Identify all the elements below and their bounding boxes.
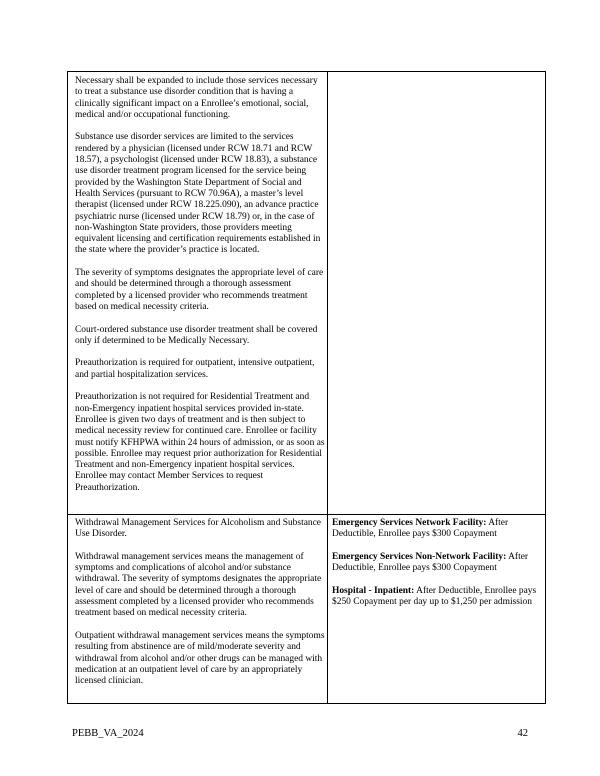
footer-page-number: 42 [517,728,528,739]
substance-use-disorder-description [75,76,325,494]
paragraph: Withdrawal Management Services for Alcoholism and Substance Use Disorder. [75,518,321,540]
cost-share-text: After Deductible, Enrollee pays $300 Copayment [332,518,509,540]
paragraph: Outpatient withdrawal management services means the symptoms resulting from abstinence are of mild/moderate severity and withdrawal from alcohol and/or other drugs can be managed with medication at an outpatient level of care by an appropriately licensed clinician. [75,630,325,687]
paragraph: Withdrawal management services means the management of symptoms and complications of alcohol and/or substance withdrawal. The severity of symptoms designates the appropriate level of care and should be determined through a thorough assessment completed by a licensed provider who recommends treatment based on medical necessity criteria. [75,551,322,619]
cost-share-label: Emergency Services Network Facility: [332,518,487,528]
paragraph: Preauthorization is not required for Residential Treatment and non-Emergency inpatient hospital services provided in-state. Enrollee is given two days of treatment and is then subject to medical necessity review for continued care. Enrollee or facility must notify KFHPWA within 24 hours of admission, or as soon as possible. Enrollee may request prior authorization for Residential Treatment and non-Emergency inpatient hospital services. Enrollee may contact Member Services to request Preauthorization. [75,392,325,493]
paragraph: Preauthorization is required for outpatient, intensive outpatient, and partial hospitalization services. [75,358,315,380]
column-divider [327,72,328,703]
paragraph: Substance use disorder services are limited to the services rendered by a physician (licensed under RCW 18.71 and RCW 18.57), a psychologist (licensed under RCW 18.83), a substance use disorder treatment program licensed for the service being provided by the Washington State Department of Social and Health Services (pursuant to RCW 70.96A), a master’s level therapist (licensed under RCW 18.225.090), an advance practice psychiatric nurse (licensed under RCW 18.79) or, in the case of non-Washington State providers, those providers meeting equivalent licensing and certification requirements established in the state where the provider’s practice is located. [75,132,321,256]
cost-share-item [332,552,544,575]
withdrawal-management-cost-share [332,518,544,608]
footer-doc-id: PEBB_VA_2024 [72,728,144,739]
paragraph: The severity of symptoms designates the appropriate level of care and should be determined through a thorough assessment completed by a licensed provider who recommends treatment based on medical necessity criteria. [75,268,324,312]
cost-share-text: After Deductible, Enrollee pays $250 Copayment per day up to $1,250 per admission [332,585,537,608]
benefits-table [67,71,546,704]
row-divider [68,514,545,515]
paragraph: Court-ordered substance use disorder treatment shall be covered only if determined to be Medically Necessary. [75,324,318,346]
cost-share-label: Hospital - Inpatient: [332,585,415,596]
paragraph: Necessary shall be expanded to include those services necessary to treat a substance use disorder condition that is having a clinically significant impact on a Enrollee’s emotional, social, medical and/or occupational functioning. [75,76,318,120]
cost-share-item [332,518,544,541]
withdrawal-management-description [75,518,325,687]
cost-share-item [332,586,544,609]
cost-share-text: After Deductible, Enrollee pays $300 Copayment [332,551,529,574]
cost-share-label: Emergency Services Non-Network Facility: [332,551,507,562]
